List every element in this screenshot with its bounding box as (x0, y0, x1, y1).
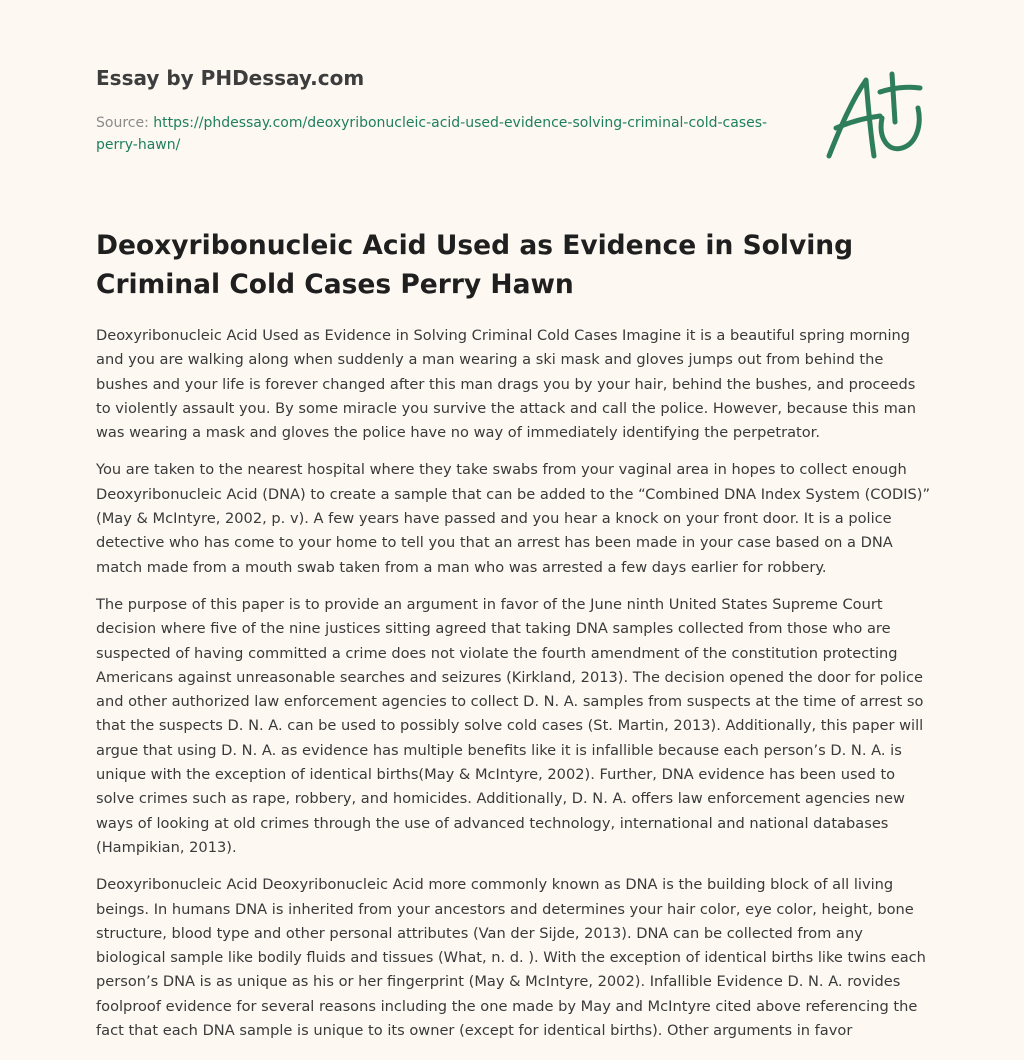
essay-body (96, 324, 932, 1056)
site-brand: Essay by PHDessay.com (96, 66, 365, 90)
paragraph: The purpose of this paper is to provide an argument in favor of the June ninth United States Supreme Court decision where five of the nine justices sitting agreed that taking DNA samples collected from those who are suspected of having committed a crime does not violate the fourth amendment of the constitution protecting Americans against unreasonable searches and seizures (Kirkland, 2013). The decision opened the door for police and other authorized law enforcement agencies to collect D. N. A. samples from suspects at the time of arrest so that the suspects D. N. A. can be used to possibly solve cold cases (St. Martin, 2013). Additionally, this paper will argue that using D. N. A. as evidence has multiple benefits like it is infallible because each person’s D. N. A. is unique with the exception of identical births(May & McIntyre, 2002). Further, DNA evidence has been used to solve crimes such as rape, robbery, and homicides. Additionally, D. N. A. offers law enforcement agencies new ways of looking at old crimes through the use of advanced technology, international and national databases (Hampikian, 2013). (96, 595, 924, 856)
essay-title: Deoxyribonucleic Acid Used as Evidence in Solving Criminal Cold Cases Perry Hawn (96, 230, 854, 300)
source-link[interactable]: https://phdessay.com/deoxyribonucleic-acid-used-evidence-solving-criminal-cold-cases-perry-hawn/ (96, 115, 768, 153)
paragraph: Deoxyribonucleic Acid Deoxyribonucleic Acid more commonly known as DNA is the building block of all living beings. In humans DNA is inherited from your ancestors and determines your hair color, eye color, height, bone structure, blood type and other personal attributes (Van der Sijde, 2013). DNA can be collected from any biological sample like bodily fluids and tissues (What, n. d. ). With the exception of identical births like twins each person’s DNA is as unique as his or her fingerprint (May & McIntyre, 2002). Infallible Evidence D. N. A. rovides foolproof evidence for several reasons including the one made by May and McIntyre cited above referencing the fact that each DNA sample is unique to its owner (except for identical births). Other arguments in favor (96, 876, 926, 1040)
paragraph: Deoxyribonucleic Acid Used as Evidence in Solving Criminal Cold Cases Imagine it is a beautiful spring morning and you are walking along when suddenly a man wearing a ski mask and gloves jumps out from behind the bushes and your life is forever changed after this man drags you by your hair, behind the bushes, and proceeds to violently assault you. By some miracle you survive the attack and call the police. However, because this man was wearing a mask and gloves the police have no way of immediately identifying the perpetrator. (96, 327, 916, 442)
paragraph: You are taken to the nearest hospital where they take swabs from your vaginal area in hopes to collect enough Deoxyribonucleic Acid (DNA) to create a sample that can be added to the “Combined DNA Index System (CODIS)” (May & McIntyre, 2002, p. v). A few years have passed and you hear a knock on your front door. It is a police detective who has come to your home to tell you that an arrest has been made in your case based on a DNA match made from a mouth swab taken from a man who was arrested a few days earlier for robbery. (96, 461, 931, 576)
page-header (96, 64, 776, 156)
a-plus-grade-icon (822, 68, 930, 166)
source-label: Source: (96, 115, 154, 131)
source-line (96, 112, 776, 156)
